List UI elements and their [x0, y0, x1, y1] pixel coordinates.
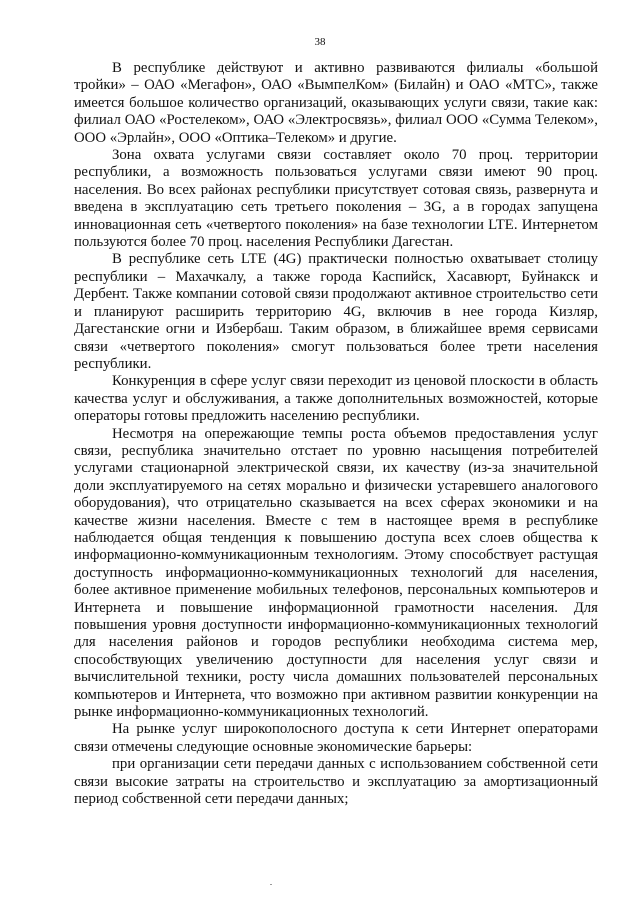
paragraph-coverage: Зона охвата услугами связи составляет около 70 проц. территории республики, а возможность пользоваться услугами связи имеют 90 проц. населения. Во всех районах республики присутствует сотовая связь, развернута и введена в эксплуатацию сеть третьего поколения – 3G, а в городах запущена инновационная сеть «четвертого поколения» на базе технологии LTE. Интернетом пользуются более 70 проц. населения Республики Дагестан.	[74, 147, 598, 251]
paragraph-operators: В республике действуют и активно развиваются филиалы «большой тройки» – ОАО «Мегафон», ОАО «ВымпелКом» (Билайн) и ОАО «МТС», также имеется большое количество организаций, оказывающих услуги связи, такие как: филиал ОАО «Ростелеком», ОАО «Электросвязь», филиал ООО «Сумма Телеком», ООО «Эрлайн», ООО «Оптика–Телеком» и другие.	[74, 60, 598, 146]
page-number: 38	[314, 36, 326, 48]
scan-speck	[270, 884, 272, 885]
paragraph-ict-access: Несмотря на опережающие темпы роста объемов предоставления услуг связи, республика значительно отстает по уровню насыщения потребителей услугами стационарной электрической связи, их качеству (из-за значительной доли эксплуатируемого на сетях морально и физически устаревшего аналогового оборудования), что отрицательно сказывается на всех сферах экономики и на качестве жизни населения. Вместе с тем в настоящее время в республике наблюдается общая тенденция к повышению доступа всех слоев общества к информационно-коммуникационным технологиям. Этому способствует растущая доступность информационно-коммуникационных технологий для населения, более активное применение мобильных телефонов, персональных компьютеров и Интернета и повышение информационной грамотности населения. Для повышения уровня доступности информационно-коммуникационных технологий для населения районов и городов республики необходима система мер, способствующих увеличению доступности для населения услуг связи и вычислительной техники, росту числа домашних пользователей персональных компьютеров и Интернета, что возможно при активном развитии конкуренции на рынке информационно-коммуникационных технологий.	[74, 425, 598, 721]
paragraph-competition: Конкуренция в сфере услуг связи переходит из ценовой плоскости в область качества услуг и обслуживания, а также дополнительных возможностей, которые операторы готовы предложить населению республики.	[74, 373, 598, 425]
paragraph-barrier-item: при организации сети передачи данных с использованием собственной сети связи высокие затраты на строительство и эксплуатацию за амортизационный период собственной сети передачи данных;	[74, 756, 598, 808]
paragraph-broadband-barriers: На рынке услуг широкополосного доступа к сети Интернет операторами связи отмечены следующие основные экономические барьеры:	[74, 721, 598, 755]
document-body	[74, 60, 598, 808]
paragraph-lte: В республике сеть LTE (4G) практически полностью охватывает столицу республики – Махачкалу, а также города Каспийск, Хасавюрт, Буйнакск и Дербент. Также компании сотовой связи продолжают активное строительство сети и планируют расширить территорию 4G, включив в нее города Кизляр, Дагестанские огни и Избербаш. Таким образом, в ближайшее время сервисами связи «четвертого поколения» смогут пользоваться более трети населения республики.	[74, 251, 598, 372]
